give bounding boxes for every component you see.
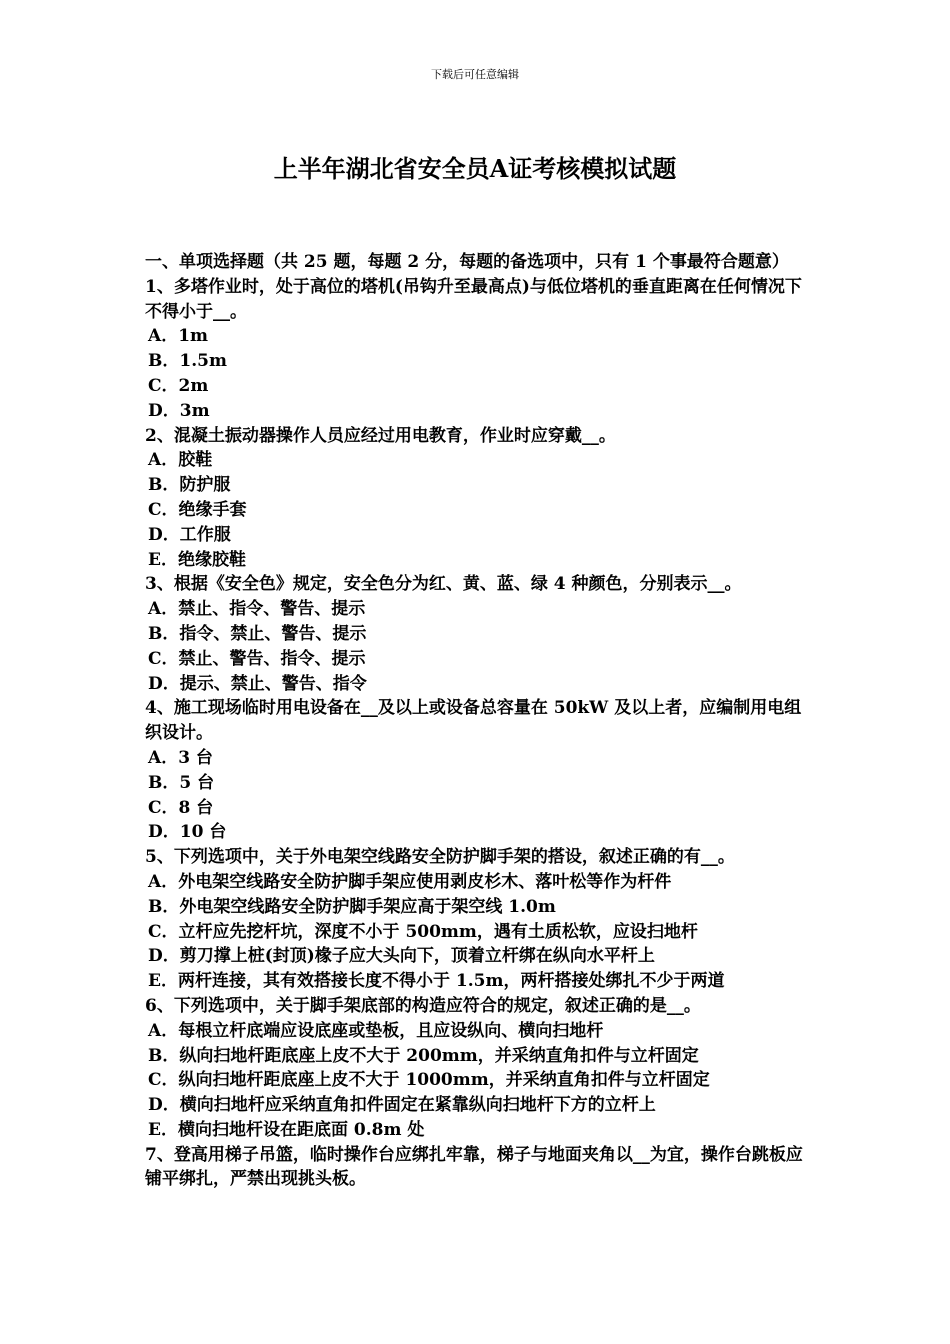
- exam-content: [145, 250, 813, 1192]
- question-4: [145, 696, 813, 845]
- question-stem: 5、下列选项中，关于外电架空线路安全防护脚手架的搭设，叙述正确的有__。: [145, 847, 735, 868]
- document-title: 上半年湖北省安全员A证考核模拟试题: [273, 154, 677, 183]
- option-b: B．指令、禁止、警告、提示: [148, 623, 367, 644]
- option-b: B．防护服: [148, 475, 231, 496]
- question-3: [145, 572, 813, 696]
- option-b: B．纵向扫地杆距底座上皮不大于 200mm，并采纳直角扣件与立杆固定: [148, 1045, 699, 1066]
- option-c: C．立杆应先挖杆坑，深度不小于 500mm，遇有土质松软，应设扫地杆: [148, 921, 698, 942]
- option-d: D．横向扫地杆应采纳直角扣件固定在紧靠纵向扫地杆下方的立杆上: [148, 1095, 656, 1116]
- question-stem: 3、根据《安全色》规定，安全色分为红、黄、蓝、绿 4 种颜色，分别表示__。: [145, 574, 742, 595]
- option-d: D．工作服: [148, 524, 231, 545]
- question-5: [145, 845, 813, 994]
- question-7: [145, 1143, 813, 1193]
- section-heading: 一、单项选择题（共 25 题，每题 2 分，每题的备选项中，只有 1 个事最符合题意）: [145, 252, 789, 272]
- question-stem: 2、混凝土振动器操作人员应经过用电教育，作业时应穿戴__。: [145, 425, 616, 446]
- question-stem: 1、多塔作业时，处于高位的塔机(吊钩升至最高点)与低位塔机的垂直距离在任何情况下不得小于__。: [145, 276, 802, 322]
- option-a: A．禁止、指令、警告、提示: [148, 599, 366, 620]
- question-stem: 6、下列选项中，关于脚手架底部的构造应符合的规定，叙述正确的是__。: [145, 995, 701, 1016]
- question-6: [145, 994, 813, 1143]
- option-b: B．外电架空线路安全防护脚手架应高于架空线 1.0m: [148, 896, 556, 917]
- option-c: C．2m: [148, 375, 209, 396]
- option-a: A．每根立杆底端应设底座或垫板，且应设纵向、横向扫地杆: [148, 1020, 604, 1041]
- option-c: C．纵向扫地杆距底座上皮不大于 1000mm，并采纳直角扣件与立杆固定: [148, 1070, 710, 1091]
- question-stem: 4、施工现场临时用电设备在__及以上或设备总容量在 50kW 及以上者，应编制用电组织设计。: [145, 698, 802, 744]
- header-note: 下载后可任意编辑: [431, 68, 519, 81]
- option-b: B．1.5m: [148, 351, 227, 372]
- question-1: [145, 275, 813, 424]
- option-c: C．绝缘手套: [148, 499, 247, 520]
- option-b: B．5 台: [148, 772, 215, 793]
- option-d: D．提示、禁止、警告、指令: [148, 673, 367, 694]
- option-d: D．10 台: [148, 822, 227, 843]
- option-e: E．横向扫地杆设在距底面 0.8m 处: [148, 1119, 425, 1140]
- option-d: D．3m: [148, 400, 210, 421]
- option-a: A．1m: [148, 326, 209, 347]
- option-a: A．外电架空线路安全防护脚手架应使用剥皮杉木、落叶松等作为杆件: [148, 871, 672, 892]
- option-d: D．剪刀撑上桩(封顶)椽子应大头向下，顶着立杆绑在纵向水平杆上: [148, 946, 655, 967]
- option-a: A．胶鞋: [148, 450, 213, 471]
- question-2: [145, 424, 813, 573]
- option-e: E．绝缘胶鞋: [148, 549, 246, 570]
- option-e: E．两杆连接，其有效搭接长度不得小于 1.5m，两杆搭接处绑扎不少于两道: [148, 971, 725, 992]
- question-stem: 7、登高用梯子吊篮，临时操作台应绑扎牢靠，梯子与地面夹角以__为宜，操作台跳板应铺平绑扎，严禁出现挑头板。: [145, 1144, 803, 1190]
- option-c: C．禁止、警告、指令、提示: [148, 648, 366, 669]
- option-a: A．3 台: [148, 747, 213, 768]
- option-c: C．8 台: [148, 797, 214, 818]
